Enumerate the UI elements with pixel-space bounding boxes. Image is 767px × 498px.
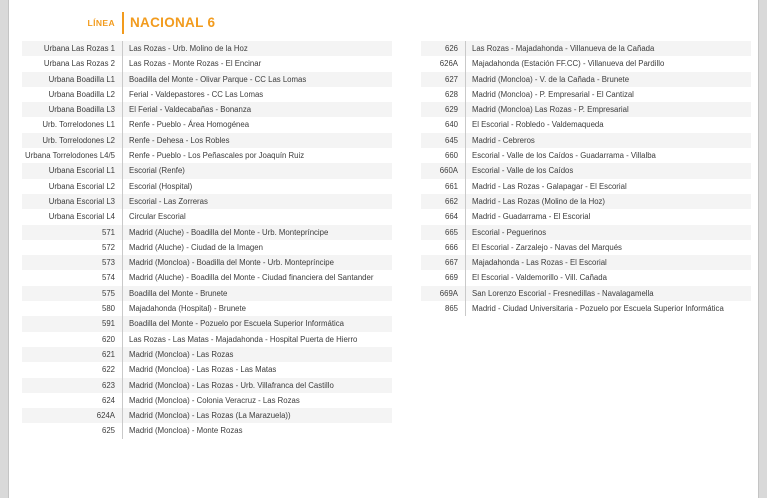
linea-column-label: LÍNEA [87, 18, 115, 28]
table-row [22, 163, 392, 178]
line-route: Madrid (Moncloa) - Las Rozas - Urb. Villafranca del Castillo [122, 378, 392, 393]
line-code: Urbana Escorial L3 [48, 196, 115, 206]
table-row [421, 286, 751, 301]
table-row [421, 148, 751, 163]
table-row [421, 209, 751, 224]
table-row [22, 362, 392, 377]
line-code: 622 [101, 365, 115, 375]
table-row [421, 240, 751, 255]
line-route: Madrid - Las Rozas - Galapagar - El Escorial [465, 179, 751, 194]
line-route: Majadahonda (Hospital) - Brunete [122, 301, 392, 316]
line-code: Urbana Escorial L1 [48, 166, 115, 176]
line-code: Urbana Las Rozas 1 [43, 44, 115, 53]
line-route: Circular Escorial [122, 209, 392, 224]
table-row [22, 408, 392, 423]
table-row [22, 179, 392, 194]
line-code: 571 [101, 227, 115, 237]
table-row [22, 332, 392, 347]
table-row [421, 194, 751, 209]
line-route: Escorial (Renfe) [122, 163, 392, 178]
line-code: 591 [101, 319, 115, 329]
line-route: Madrid - Ciudad Universitaria - Pozuelo por Escuela Superior Informática [465, 301, 751, 316]
table-row [421, 255, 751, 270]
table-row [22, 225, 392, 240]
title-cell [122, 12, 392, 34]
page-edge-left [0, 0, 9, 498]
table-row [22, 240, 392, 255]
table-row [22, 87, 392, 102]
right-column [421, 41, 751, 316]
line-route: Las Rozas - Las Matas - Majadahonda - Hospital Puerta de Hierro [122, 332, 392, 347]
line-code: 627 [444, 74, 458, 84]
line-code: 661 [444, 181, 458, 191]
table-row [22, 423, 392, 438]
line-route: Las Rozas - Monte Rozas - El Encinar [122, 56, 392, 71]
line-route: Madrid (Moncloa) - Las Rozas (La Marazuela)) [122, 408, 392, 423]
line-code: 624A [96, 411, 115, 421]
line-code: 575 [101, 288, 115, 298]
table-row [22, 209, 392, 224]
page-title: NACIONAL 6 [130, 15, 216, 30]
line-code: 572 [101, 242, 115, 252]
line-route: El Escorial - Valdemorillo - Vill. Cañada [465, 270, 751, 285]
table-row [22, 286, 392, 301]
left-column [22, 12, 392, 439]
line-code: Urbana Boadilla L1 [48, 74, 115, 84]
table-row [22, 347, 392, 362]
table-row [421, 270, 751, 285]
table-row [22, 316, 392, 331]
line-code: Urbana Boadilla L3 [48, 105, 115, 115]
line-code: 660 [444, 151, 458, 161]
page-edge-right [758, 0, 767, 498]
table-row [421, 102, 751, 117]
line-code: 620 [101, 334, 115, 344]
line-route: Madrid (Moncloa) - Las Rozas - Las Matas [122, 362, 392, 377]
line-code: 669A [439, 288, 458, 298]
line-route: Ferial - Valdepastores - CC Las Lomas [122, 87, 392, 102]
line-route: Escorial (Hospital) [122, 179, 392, 194]
line-code: 667 [444, 258, 458, 268]
table-row [421, 225, 751, 240]
line-route: Las Rozas - Majadahonda - Villanueva de la Cañada [465, 41, 751, 56]
line-route: Escorial - Peguerinos [465, 225, 751, 240]
table-row [22, 117, 392, 132]
line-code: Urb. Torrelodones L1 [42, 120, 115, 130]
table-row [421, 117, 751, 132]
line-route: Madrid (Moncloa) - P. Empresarial - El Cantizal [465, 87, 751, 102]
line-code: 629 [444, 105, 458, 115]
line-code: 625 [101, 426, 115, 436]
line-route: Majadahonda - Las Rozas - El Escorial [465, 255, 751, 270]
table-row [421, 56, 751, 71]
line-route: Madrid (Moncloa) Las Rozas - P. Empresarial [465, 102, 751, 117]
line-route: Madrid (Moncloa) - Boadilla del Monte - Urb. Montepríncipe [122, 255, 392, 270]
line-code: 645 [444, 135, 458, 145]
line-code: Urbana Boadilla L2 [48, 89, 115, 99]
line-route: Renfe - Pueblo - Área Homogénea [122, 117, 392, 132]
table-row [22, 255, 392, 270]
line-code: 666 [444, 242, 458, 252]
line-route: Madrid (Aluche) - Boadilla del Monte - Ciudad financiera del Santander [122, 270, 392, 285]
line-code: 640 [444, 120, 458, 130]
line-code: Urbana Escorial L4 [48, 212, 115, 222]
table-row [421, 41, 751, 56]
line-route: Madrid - Las Rozas (Molino de la Hoz) [465, 194, 751, 209]
line-code: 621 [101, 349, 115, 359]
line-code: 662 [444, 196, 458, 206]
line-route: Escorial - Las Zorreras [122, 194, 392, 209]
line-route: Madrid (Aluche) - Ciudad de la Imagen [122, 240, 392, 255]
line-code: 664 [444, 212, 458, 222]
line-route: San Lorenzo Escorial - Fresnedillas - Navalagamella [465, 286, 751, 301]
line-code: 665 [444, 227, 458, 237]
table-row [22, 56, 392, 71]
line-route: Las Rozas - Urb. Molino de la Hoz [122, 41, 392, 56]
line-code: 623 [101, 380, 115, 390]
column-header [22, 12, 392, 34]
table-row [421, 87, 751, 102]
line-route: Madrid (Moncloa) - Las Rozas [122, 347, 392, 362]
line-code: 624 [101, 395, 115, 405]
line-code: 626 [444, 44, 458, 53]
line-route: Madrid (Moncloa) - Colonia Veracruz - Las Rozas [122, 393, 392, 408]
line-code: 628 [444, 89, 458, 99]
table-row [22, 72, 392, 87]
line-code: 574 [101, 273, 115, 283]
line-code: 573 [101, 258, 115, 268]
line-code: Urbana Las Rozas 2 [43, 59, 115, 69]
table-row [22, 194, 392, 209]
line-route: Boadilla del Monte - Olivar Parque - CC Las Lomas [122, 72, 392, 87]
line-route: Madrid (Moncloa) - V. de la Cañada - Brunete [465, 72, 751, 87]
line-code: Urbana Escorial L2 [48, 181, 115, 191]
line-code: 626A [439, 59, 458, 69]
table-row [22, 393, 392, 408]
line-route: Renfe - Dehesa - Los Robles [122, 133, 392, 148]
line-route: Majadahonda (Estación FF.CC) - Villanueva del Pardillo [465, 56, 751, 71]
line-code: 660A [439, 166, 458, 176]
table-row [22, 148, 392, 163]
line-route: El Escorial - Robledo - Valdemaqueda [465, 117, 751, 132]
table-row [22, 102, 392, 117]
line-route: Boadilla del Monte - Brunete [122, 286, 392, 301]
table-row [22, 41, 392, 56]
table-row [22, 378, 392, 393]
line-route: Escorial - Valle de los Caídos [465, 163, 751, 178]
table-row [22, 133, 392, 148]
line-route: El Escorial - Zarzalejo - Navas del Marqués [465, 240, 751, 255]
line-route: Boadilla del Monte - Pozuelo por Escuela Superior Informática [122, 316, 392, 331]
table-row [421, 72, 751, 87]
line-code: 865 [444, 304, 458, 314]
line-route: Renfe - Pueblo - Los Peñascales por Joaquín Ruiz [122, 148, 392, 163]
line-route: El Ferial - Valdecabañas - Bonanza [122, 102, 392, 117]
table-row [22, 270, 392, 285]
table-row [421, 133, 751, 148]
line-code: Urbana Torrelodones L4/5 [24, 151, 115, 161]
line-route: Escorial - Valle de los Caídos - Guadarrama - Villalba [465, 148, 751, 163]
line-code: Urb. Torrelodones L2 [42, 135, 115, 145]
line-route: Madrid (Moncloa) - Monte Rozas [122, 423, 392, 438]
table-row [421, 163, 751, 178]
line-route: Madrid - Guadarrama - El Escorial [465, 209, 751, 224]
line-route: Madrid - Cebreros [465, 133, 751, 148]
line-code: 580 [101, 304, 115, 314]
table-row [421, 179, 751, 194]
table-row [421, 301, 751, 316]
line-route: Madrid (Aluche) - Boadilla del Monte - Urb. Montepríncipe [122, 225, 392, 240]
line-code: 669 [444, 273, 458, 283]
right-line-list [421, 41, 751, 316]
left-line-list [22, 41, 392, 439]
table-row [22, 301, 392, 316]
